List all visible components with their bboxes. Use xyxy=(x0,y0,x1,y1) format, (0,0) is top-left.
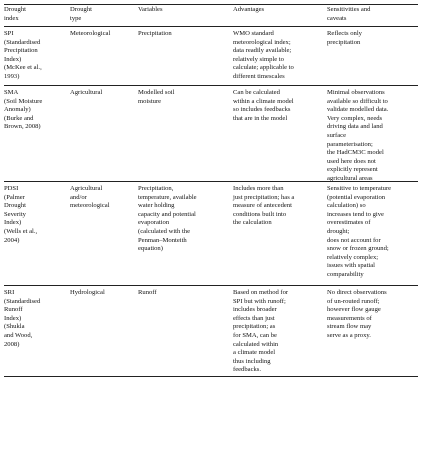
header-advantages: Advantages xyxy=(233,6,265,13)
row-sma-index: SMA (Soil Moisture Anomaly) (Burke and Brown, 2008) xyxy=(4,89,43,131)
row-sma-advantages: Can be calculated within a climate model so includes feedbacks that are in the model xyxy=(233,89,294,122)
header-drought-type: Drought type xyxy=(70,6,92,22)
row-spi-advantages: WMO standard meteorological index; data readily available; relatively simple to calculate; applicable to different timescales xyxy=(233,30,294,80)
row-sma-variables: Modelled soil moisture xyxy=(138,89,175,105)
row-pdsi-type: Agricultural and/or meteorological xyxy=(70,185,110,210)
row-sri-index: SRI (Standardised Runoff Index) (Shukla and Wood, 2008) xyxy=(4,289,41,348)
row-sri-advantages: Based on method for SPI but with runoff; includes broader effects than just precipitation; as for SMA, can be calculated within a climate model thus including feedbacks. xyxy=(233,289,289,374)
header-rule xyxy=(4,26,418,27)
top-rule xyxy=(4,4,418,5)
row-pdsi-sensitivities: Sensitive to temperature (potential evaporation calculation) so increases tend to give overestimates of drought; does not account for snow or frozen ground; relatively complex; issues with spatial comparability xyxy=(327,185,392,278)
row-sma-sensitivities: Minimal observations available so difficult to validate modelled data. Very complex, needs driving data and land surface parameterisation; the HadCM3C model used here does not explicitly represent agricultural areas xyxy=(327,89,389,182)
row-sri-variables: Runoff xyxy=(138,289,157,296)
row-rule xyxy=(4,181,418,182)
row-rule xyxy=(4,285,418,286)
row-spi-index: SPI (Standardised Precipitation Index) (McKee et al., 1993) xyxy=(4,30,42,80)
header-sensitivities: Sensitivities and caveats xyxy=(327,6,371,22)
bottom-rule xyxy=(4,376,418,377)
row-pdsi-index: PDSI (Palmer Drought Severity Index) (Wells et al., 2004) xyxy=(4,185,38,244)
header-drought-index: Drought index xyxy=(4,6,26,22)
row-rule xyxy=(4,85,418,86)
header-variables: Variables xyxy=(138,6,163,13)
row-pdsi-advantages: Includes more than just precipitation; has a measure of antecedent conditions built into the calculation xyxy=(233,185,295,227)
row-sri-sensitivities: No direct observations of un-routed runoff; however flow gauge measurements of stream flow may serve as a proxy. xyxy=(327,289,387,339)
row-spi-type: Meteorological xyxy=(70,30,111,37)
row-sri-type: Hydrological xyxy=(70,289,105,296)
row-pdsi-variables: Precipitation, temperature, available water holding capacity and potential evaporation (calculated with the Penman–Monteith equation) xyxy=(138,185,197,253)
row-sma-type: Agricultural xyxy=(70,89,103,96)
row-spi-variables: Precipitation xyxy=(138,30,172,37)
row-spi-sensitivities: Reflects only precipitation xyxy=(327,30,362,46)
